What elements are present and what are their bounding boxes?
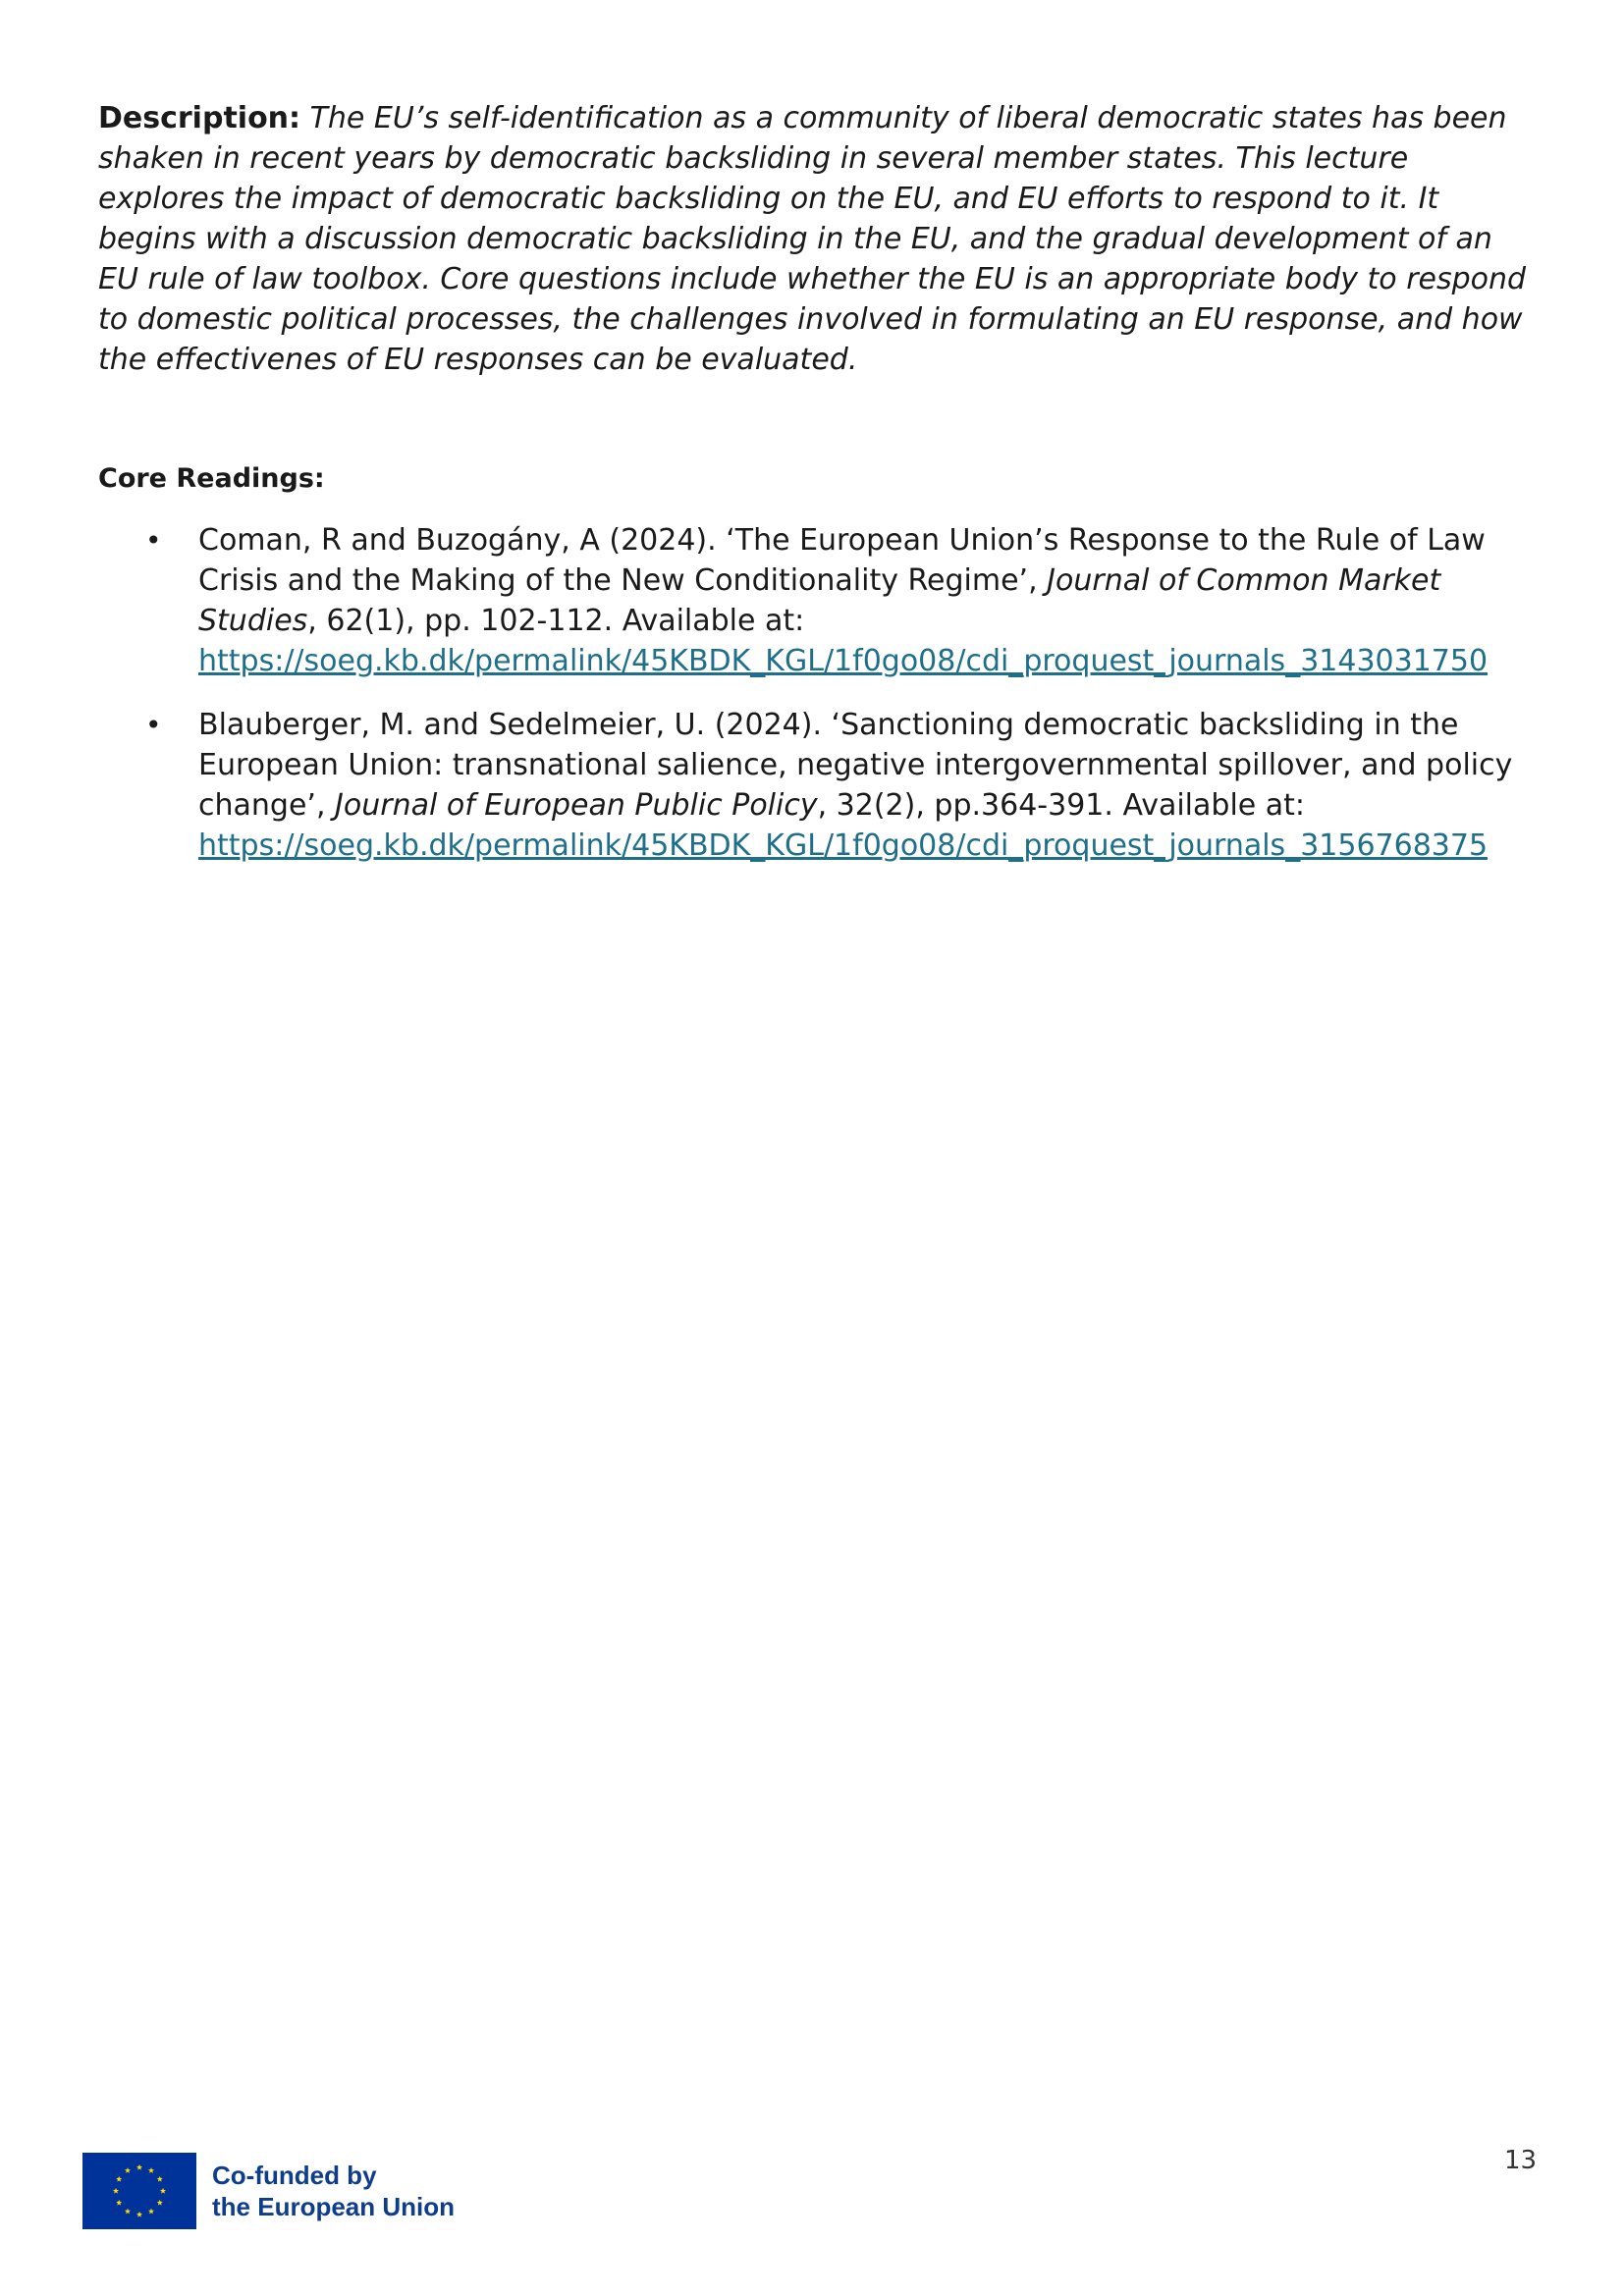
- co-funded-line1: Co-funded by: [212, 2161, 377, 2190]
- eu-star-icon: [113, 2188, 119, 2194]
- eu-star-icon: [157, 2176, 163, 2182]
- eu-star-icon: [160, 2188, 166, 2194]
- description-paragraph: [98, 98, 1542, 380]
- co-funded-line2: the European Union: [212, 2192, 455, 2221]
- description-label: Description:: [98, 101, 301, 135]
- reading-link[interactable]: https://soeg.kb.dk/permalink/45KBDK_KGL/1f0go08/cdi_proquest_journals_3143031750: [198, 644, 1489, 678]
- eu-star-icon: [116, 2176, 122, 2182]
- reading-citation-details: , 62(1), pp. 102-112. Available at:: [307, 604, 805, 638]
- eu-star-icon: [148, 2209, 154, 2215]
- page-number: 13: [1504, 2146, 1538, 2175]
- eu-star-icon: [125, 2209, 131, 2215]
- eu-flag-icon: [82, 2153, 196, 2229]
- description-text: The EU’s self-identification as a community of liberal democratic states has been shaken in recent years by democratic backsliding in several member states. This lecture explores the impact of democratic backsliding on the EU, and EU efforts to respond to it. It begins with a discussion democratic backsliding in the EU, and the gradual development of an EU rule of law toolbox. Core questions include whether the EU is an appropriate body to respond to domestic political processes, the challenges involved in formulating an EU response, and how the effectivenes of EU responses can be evaluated.: [98, 101, 1527, 377]
- reading-citation-details: , 32(2), pp.364-391. Available at:: [817, 788, 1306, 823]
- core-readings-list: [137, 520, 1542, 889]
- eu-star-icon: [136, 2164, 142, 2170]
- co-funded-label: [212, 2160, 455, 2222]
- eu-star-icon: [125, 2167, 131, 2173]
- eu-star-icon: [116, 2200, 122, 2206]
- eu-flag-stars: [82, 2153, 196, 2229]
- reading-item: [137, 520, 1542, 681]
- eu-star-icon: [157, 2200, 163, 2206]
- reading-citation: Coman, R and Buzogány, A (2024). ‘The European Union’s Response to the Rule of Law Crisis and the Making of the New Conditionality Regime’,: [198, 523, 1486, 598]
- reading-item: [137, 705, 1542, 866]
- reading-citation: Blauberger, M. and Sedelmeier, U. (2024). ‘Sanctioning democratic backsliding in the European Union: transnational salience, negative intergovernmental spillover, and policy change’,: [198, 708, 1513, 823]
- reading-link[interactable]: https://soeg.kb.dk/permalink/45KBDK_KGL/1f0go08/cdi_proquest_journals_3156768375: [198, 828, 1489, 863]
- eu-star-icon: [148, 2167, 154, 2173]
- core-readings-heading: Core Readings:: [98, 463, 325, 494]
- reading-journal: Journal of European Public Policy: [335, 788, 818, 823]
- reading-journal: Journal of Common Market Studies: [198, 563, 1441, 638]
- eu-star-icon: [136, 2212, 142, 2217]
